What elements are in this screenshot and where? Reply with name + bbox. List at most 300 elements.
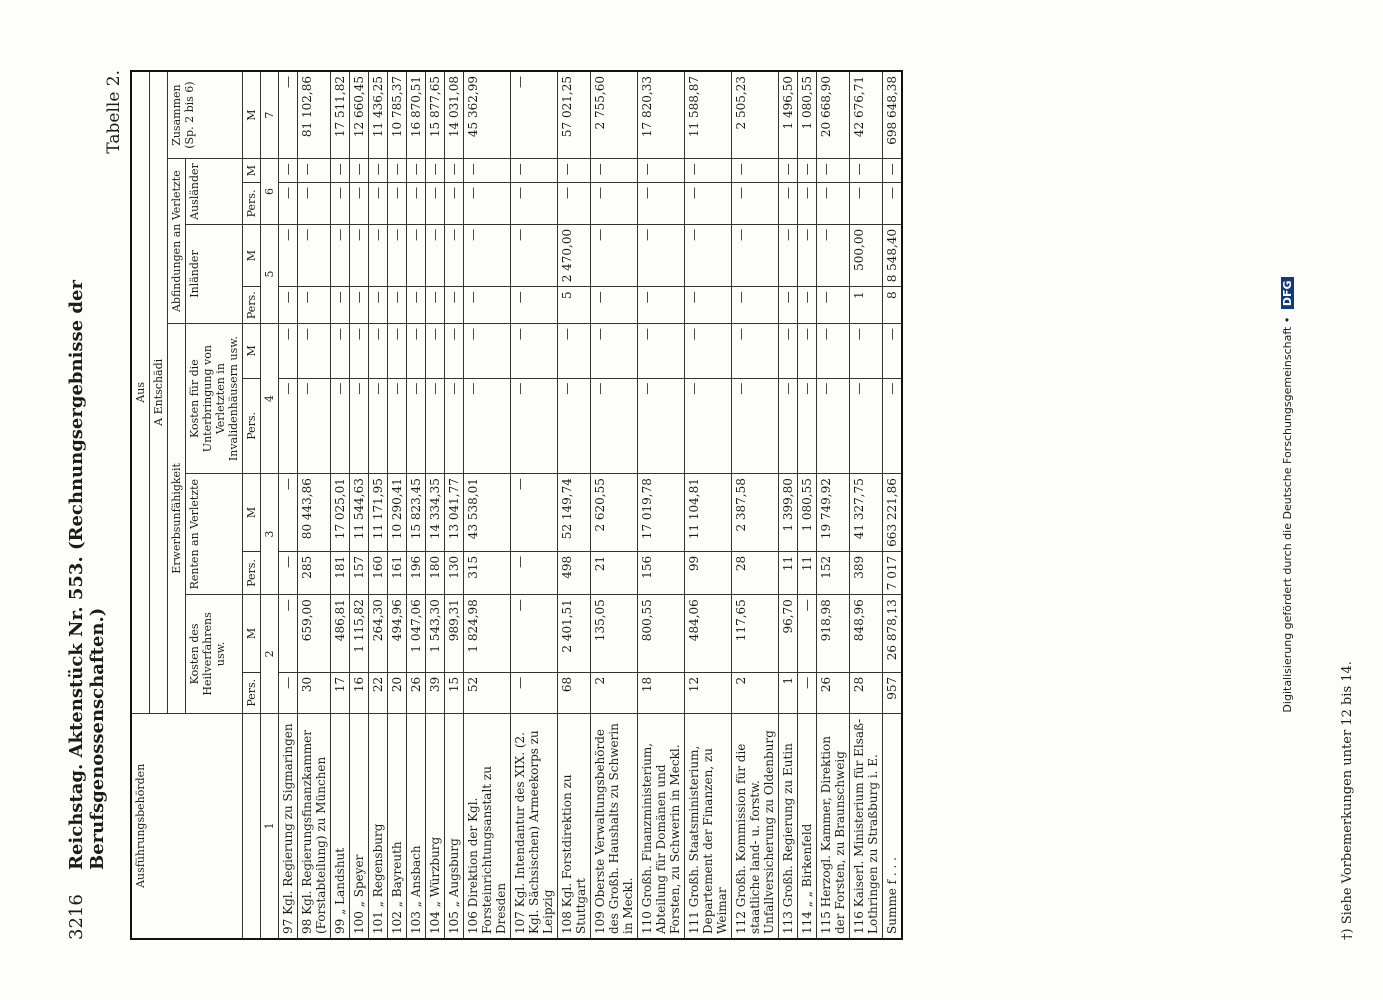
table-row <box>732 71 779 939</box>
cell-m3: 41 327,75 <box>850 474 883 552</box>
table-row <box>331 71 350 939</box>
sum-m6: — <box>883 159 903 183</box>
cell-m7: 11 436,25 <box>369 71 388 159</box>
cell-m7: 1 496,50 <box>779 71 798 159</box>
page-header <box>60 70 108 940</box>
cell-p3: 21 <box>591 551 638 594</box>
row-name: „ Landshut <box>333 847 347 915</box>
cell-p5: 5 <box>558 287 591 324</box>
cell-p4: — <box>511 378 558 474</box>
page-number: 3216 <box>66 894 87 940</box>
row-number: 106 <box>466 911 480 934</box>
cell-p4: — <box>369 378 388 474</box>
cell-m3: 2 387,58 <box>732 474 779 552</box>
cell-p5: 1 <box>850 287 883 324</box>
cell-m5: 2 470,00 <box>558 224 591 286</box>
cell-p4: — <box>426 378 445 474</box>
cell-p3: 389 <box>850 551 883 594</box>
row-label <box>558 713 591 939</box>
sum-m4: — <box>883 324 903 378</box>
row-label <box>591 713 638 939</box>
row-label <box>817 713 850 939</box>
cell-p3: 161 <box>388 551 407 594</box>
cell-m4: — <box>591 324 638 378</box>
table-row <box>817 71 850 939</box>
colnum: 4 <box>261 324 279 474</box>
row-label <box>369 713 388 939</box>
row-number: 97 <box>281 918 295 934</box>
cell-p4: — <box>331 378 350 474</box>
cell-p6: — <box>407 183 426 225</box>
cell-p5: — <box>511 287 558 324</box>
cell-m7: 12 660,45 <box>350 71 369 159</box>
cell-p2: 52 <box>464 672 511 713</box>
col4-header: Kosten für die Unterbringung von Verletzten in Invalidenhäusern usw. <box>186 324 243 474</box>
cell-p5: — <box>445 287 464 324</box>
table-row <box>638 71 685 939</box>
row-label <box>350 713 369 939</box>
cell-p4: — <box>798 378 817 474</box>
cell-p3: 152 <box>817 551 850 594</box>
row-name: „ „ Birkenfeld <box>800 823 814 908</box>
cell-p6: — <box>279 183 298 225</box>
cell-p4: — <box>279 378 298 474</box>
cell-m2: 96,70 <box>779 595 798 673</box>
row-number: 115 <box>819 911 833 934</box>
cell-m2: — <box>511 595 558 673</box>
cell-m4: — <box>685 324 732 378</box>
cell-p6: — <box>464 183 511 225</box>
cell-p4: — <box>298 378 331 474</box>
row-number: 99 <box>333 918 347 934</box>
row-number: 112 <box>734 911 748 934</box>
cell-m4: — <box>850 324 883 378</box>
cell-p6: — <box>817 183 850 225</box>
row-label <box>445 713 464 939</box>
cell-p3: 181 <box>331 551 350 594</box>
row-number: 114 <box>800 911 814 934</box>
cell-m5: — <box>445 224 464 286</box>
row-name: „ Regensburg <box>371 823 385 908</box>
cell-m2: 989,31 <box>445 595 464 673</box>
cell-m6: — <box>388 159 407 183</box>
rotated-page-content <box>60 70 1380 940</box>
cell-m2: 800,55 <box>638 595 685 673</box>
cell-p6: — <box>638 183 685 225</box>
header-top-right: Aus <box>131 71 150 713</box>
cell-p2: — <box>798 672 817 713</box>
colnum: 1 <box>261 713 279 939</box>
cell-m5: — <box>407 224 426 286</box>
cell-m6: — <box>407 159 426 183</box>
cell-m3: 10 290,41 <box>388 474 407 552</box>
cell-m6: — <box>331 159 350 183</box>
table-row <box>350 71 369 939</box>
cell-p2: 26 <box>407 672 426 713</box>
cell-m3: 1 080,55 <box>798 474 817 552</box>
cell-p3: 11 <box>798 551 817 594</box>
cell-p4: — <box>558 378 591 474</box>
row-name: „ Bayreuth <box>390 841 404 908</box>
row-number: 111 <box>687 911 701 934</box>
row-name: „ Augsburg <box>447 838 461 908</box>
table-row <box>388 71 407 939</box>
cell-m5: — <box>817 224 850 286</box>
sum-m5: 8 548,40 <box>883 224 903 286</box>
cell-p6: — <box>732 183 779 225</box>
cell-m7: 11 588,87 <box>685 71 732 159</box>
row-label <box>850 713 883 939</box>
cell-p6: — <box>388 183 407 225</box>
unit-pers: Pers. <box>243 183 261 225</box>
cell-p2: 30 <box>298 672 331 713</box>
col3-header: Renten an Verletzte <box>186 474 243 595</box>
table-row <box>464 71 511 939</box>
cell-m3: 43 538,01 <box>464 474 511 552</box>
cell-p4: — <box>407 378 426 474</box>
col7-header: Zusammen (Sp. 2 bis 6) <box>168 71 243 159</box>
header-left: Ausführungsbehörden <box>131 713 243 939</box>
row-name: Oberste Verwaltungsbehörde des Großh. Haushalts zu Schwerin in Meckl. <box>593 723 635 934</box>
cell-m5: — <box>638 224 685 286</box>
cell-m2: 918,98 <box>817 595 850 673</box>
cell-m4: — <box>331 324 350 378</box>
cell-m4: — <box>798 324 817 378</box>
cell-p5: — <box>779 287 798 324</box>
cell-m7: 2 755,60 <box>591 71 638 159</box>
unit-pers: Pers. <box>243 551 261 594</box>
sum-p4: — <box>883 378 903 474</box>
cell-m5: — <box>331 224 350 286</box>
cell-p6: — <box>850 183 883 225</box>
cell-m6: — <box>685 159 732 183</box>
cell-p4: — <box>388 378 407 474</box>
cell-m5: — <box>298 224 331 286</box>
row-number: 105 <box>447 911 461 934</box>
table-row <box>685 71 732 939</box>
col5-header: Inländer <box>186 224 243 323</box>
cell-m3: 17 019,78 <box>638 474 685 552</box>
cell-m6: — <box>817 159 850 183</box>
cell-m2: 659,00 <box>298 595 331 673</box>
sum-label: Summe f . . . <box>883 713 903 939</box>
row-number: 102 <box>390 911 404 934</box>
cell-m5: — <box>426 224 445 286</box>
cell-p5: — <box>426 287 445 324</box>
cell-m3: 13 041,77 <box>445 474 464 552</box>
group-erwerbsunf: Erwerbsunfähigkeit <box>168 324 186 714</box>
cell-m2: 117,65 <box>732 595 779 673</box>
table-row <box>798 71 817 939</box>
row-number: 109 <box>593 911 607 934</box>
cell-m6: — <box>850 159 883 183</box>
cell-p3: 315 <box>464 551 511 594</box>
cell-p3: — <box>279 551 298 594</box>
cell-p6: — <box>779 183 798 225</box>
cell-p6: — <box>685 183 732 225</box>
cell-m3: — <box>279 474 298 552</box>
cell-p6: — <box>558 183 591 225</box>
cell-p3: 99 <box>685 551 732 594</box>
cell-m7: 10 785,37 <box>388 71 407 159</box>
cell-m7: 17 820,33 <box>638 71 685 159</box>
cell-p2: 22 <box>369 672 388 713</box>
cell-m6: — <box>298 159 331 183</box>
cell-p6: — <box>511 183 558 225</box>
cell-m6: — <box>558 159 591 183</box>
unit-mark: M <box>243 71 261 159</box>
cell-m3: — <box>511 474 558 552</box>
cell-p2: 2 <box>591 672 638 713</box>
cell-p5: — <box>732 287 779 324</box>
cell-p2: 17 <box>331 672 350 713</box>
cell-m4: — <box>388 324 407 378</box>
cell-p4: — <box>464 378 511 474</box>
table-body <box>279 71 883 939</box>
cell-m5: — <box>350 224 369 286</box>
cell-m5: — <box>279 224 298 286</box>
table-row <box>511 71 558 939</box>
cell-m4: — <box>638 324 685 378</box>
cell-m3: 80 443,86 <box>298 474 331 552</box>
unit-pers: Pers. <box>243 287 261 324</box>
cell-m4: — <box>279 324 298 378</box>
cell-m7: 42 676,71 <box>850 71 883 159</box>
cell-p6: — <box>350 183 369 225</box>
row-label <box>464 713 511 939</box>
row-number: 104 <box>428 911 442 934</box>
row-label <box>331 713 350 939</box>
sum-p3: 7 017 <box>883 551 903 594</box>
cell-p3: 157 <box>350 551 369 594</box>
cell-m2: 2 401,51 <box>558 595 591 673</box>
cell-p2: 39 <box>426 672 445 713</box>
cell-p5: — <box>798 287 817 324</box>
cell-p5: — <box>407 287 426 324</box>
row-number: 108 <box>560 911 574 934</box>
cell-p5: — <box>685 287 732 324</box>
cell-m5: — <box>591 224 638 286</box>
row-name: Direktion der Kgl. Forsteinrichtungsanstalt zu Dresden <box>466 766 508 934</box>
cell-p5: — <box>298 287 331 324</box>
cell-m6: — <box>732 159 779 183</box>
unit-mark: M <box>243 595 261 673</box>
cell-m4: — <box>511 324 558 378</box>
cell-m5: — <box>464 224 511 286</box>
cell-m3: 17 025,01 <box>331 474 350 552</box>
row-name: Großh. Staatsministerium, Departement der Finanzen, zu Weimar <box>687 745 729 934</box>
cell-p5: — <box>279 287 298 324</box>
sum-row <box>883 71 903 939</box>
cell-m5: — <box>732 224 779 286</box>
data-table <box>130 70 903 940</box>
dfg-note-text: Digitalisierung gefördert durch die Deutsche Forschungsgemeinschaft • <box>1281 316 1294 713</box>
row-number: 100 <box>352 911 366 934</box>
cell-p6: — <box>445 183 464 225</box>
cell-p2: — <box>511 672 558 713</box>
row-name: Herzogl. Kammer, Direktion der Forsten, zu Braunschweig <box>819 736 847 934</box>
cell-m4: — <box>407 324 426 378</box>
cell-m6: — <box>591 159 638 183</box>
row-label <box>798 713 817 939</box>
cell-m6: — <box>779 159 798 183</box>
cell-m5: — <box>388 224 407 286</box>
cell-m7: 45 362,99 <box>464 71 511 159</box>
colnum: 5 <box>261 224 279 323</box>
cell-p6: — <box>298 183 331 225</box>
cell-p5: — <box>638 287 685 324</box>
table-row <box>591 71 638 939</box>
row-label <box>779 713 798 939</box>
cell-m6: — <box>638 159 685 183</box>
row-number: 110 <box>640 911 654 934</box>
unit-mark: M <box>243 224 261 286</box>
row-name: Großh. Kommission für die staatliche land- u. forstw. Unfallversicherung zu Oldenburg <box>734 730 776 934</box>
sum-m3: 663 221,86 <box>883 474 903 552</box>
cell-p4: — <box>591 378 638 474</box>
row-number: 98 <box>300 918 314 934</box>
colnum: 7 <box>261 71 279 159</box>
cell-p6: — <box>331 183 350 225</box>
cell-m3: 52 149,74 <box>558 474 591 552</box>
cell-m2: 1 543,30 <box>426 595 445 673</box>
cell-m4: — <box>558 324 591 378</box>
cell-m2: 264,30 <box>369 595 388 673</box>
cell-m3: 2 620,55 <box>591 474 638 552</box>
table-row <box>426 71 445 939</box>
table-row <box>407 71 426 939</box>
cell-m4: — <box>369 324 388 378</box>
colnum: 2 <box>261 595 279 713</box>
cell-m4: — <box>732 324 779 378</box>
unit-mark: M <box>243 159 261 183</box>
cell-p4: — <box>732 378 779 474</box>
cell-p5: — <box>331 287 350 324</box>
colnum: 6 <box>261 159 279 225</box>
cell-p2: 18 <box>638 672 685 713</box>
cell-p6: — <box>798 183 817 225</box>
cell-p2: 16 <box>350 672 369 713</box>
cell-m7: 20 668,90 <box>817 71 850 159</box>
cell-p3: 180 <box>426 551 445 594</box>
cell-m2: — <box>279 595 298 673</box>
cell-m6: — <box>279 159 298 183</box>
row-name: Kgl. Regierungsfinanzkammer (Forstabteilung) zu München <box>300 730 328 934</box>
cell-m3: 1 399,80 <box>779 474 798 552</box>
cell-m7: 81 102,86 <box>298 71 331 159</box>
table-row <box>850 71 883 939</box>
row-name: Kgl. Forstdirektion zu Stuttgart <box>560 774 588 934</box>
unit-row <box>243 71 261 939</box>
cell-m3: 11 171,95 <box>369 474 388 552</box>
row-name: „ Ansbach <box>409 845 423 908</box>
cell-p5: — <box>817 287 850 324</box>
row-number: 101 <box>371 911 385 934</box>
cell-m7: 16 870,51 <box>407 71 426 159</box>
row-label <box>685 713 732 939</box>
table-row <box>779 71 798 939</box>
cell-m5: — <box>511 224 558 286</box>
cell-p6: — <box>591 183 638 225</box>
cell-m2: — <box>798 595 817 673</box>
cell-m3: 11 544,63 <box>350 474 369 552</box>
cell-p4: — <box>850 378 883 474</box>
cell-p2: 26 <box>817 672 850 713</box>
cell-p5: — <box>464 287 511 324</box>
page-title: Reichstag. Aktenstück Nr. 553. (Rechnungsergebnisse der Berufsgenossenschaften.) <box>66 280 108 870</box>
cell-p4: — <box>817 378 850 474</box>
sum-p2: 957 <box>883 672 903 713</box>
cell-m4: — <box>779 324 798 378</box>
row-number: 103 <box>409 911 423 934</box>
cell-m2: 848,96 <box>850 595 883 673</box>
cell-m4: — <box>426 324 445 378</box>
cell-p2: 20 <box>388 672 407 713</box>
cell-m4: — <box>445 324 464 378</box>
cell-m7: 57 021,25 <box>558 71 591 159</box>
cell-m3: 14 334,35 <box>426 474 445 552</box>
cell-p3: 160 <box>369 551 388 594</box>
cell-m6: — <box>445 159 464 183</box>
cell-m6: — <box>511 159 558 183</box>
cell-m2: 1 047,06 <box>407 595 426 673</box>
cell-m6: — <box>426 159 445 183</box>
cell-m6: — <box>350 159 369 183</box>
cell-m2: 1 115,82 <box>350 595 369 673</box>
row-label <box>298 713 331 939</box>
row-label <box>426 713 445 939</box>
cell-p3: 285 <box>298 551 331 594</box>
cell-m6: — <box>369 159 388 183</box>
column-number-row <box>261 71 279 939</box>
cell-m2: 484,06 <box>685 595 732 673</box>
colnum: 3 <box>261 474 279 595</box>
cell-m7: 2 505,23 <box>732 71 779 159</box>
cell-m6: — <box>798 159 817 183</box>
cell-m4: — <box>817 324 850 378</box>
cell-p2: — <box>279 672 298 713</box>
cell-m4: — <box>464 324 511 378</box>
row-number: 107 <box>513 911 527 934</box>
row-label <box>511 713 558 939</box>
header-sub-right: A Entschädi <box>150 71 168 713</box>
cell-p3: 28 <box>732 551 779 594</box>
sum-m7: 698 648,38 <box>883 71 903 159</box>
cell-p2: 28 <box>850 672 883 713</box>
cell-m7: — <box>511 71 558 159</box>
sum-p5: 8 <box>883 287 903 324</box>
table-label: Tabelle 2. <box>104 70 124 154</box>
cell-p4: — <box>350 378 369 474</box>
cell-m2: 1 824,98 <box>464 595 511 673</box>
col6-header: Ausländer <box>186 159 243 225</box>
cell-m6: — <box>464 159 511 183</box>
cell-m7: 15 877,65 <box>426 71 445 159</box>
cell-m7: 14 031,08 <box>445 71 464 159</box>
cell-p3: 156 <box>638 551 685 594</box>
cell-p2: 1 <box>779 672 798 713</box>
cell-m4: — <box>350 324 369 378</box>
cell-m3: 19 749,92 <box>817 474 850 552</box>
cell-m7: 17 511,82 <box>331 71 350 159</box>
row-name: „ Würzburg <box>428 836 442 908</box>
cell-p6: — <box>426 183 445 225</box>
row-name: Großh. Regierung zu Eutin <box>781 743 795 908</box>
unit-mark: M <box>243 324 261 378</box>
cell-m2: 486,81 <box>331 595 350 673</box>
group-abfindungen: Abfindungen an Verletzte <box>168 159 186 324</box>
cell-p6: — <box>369 183 388 225</box>
